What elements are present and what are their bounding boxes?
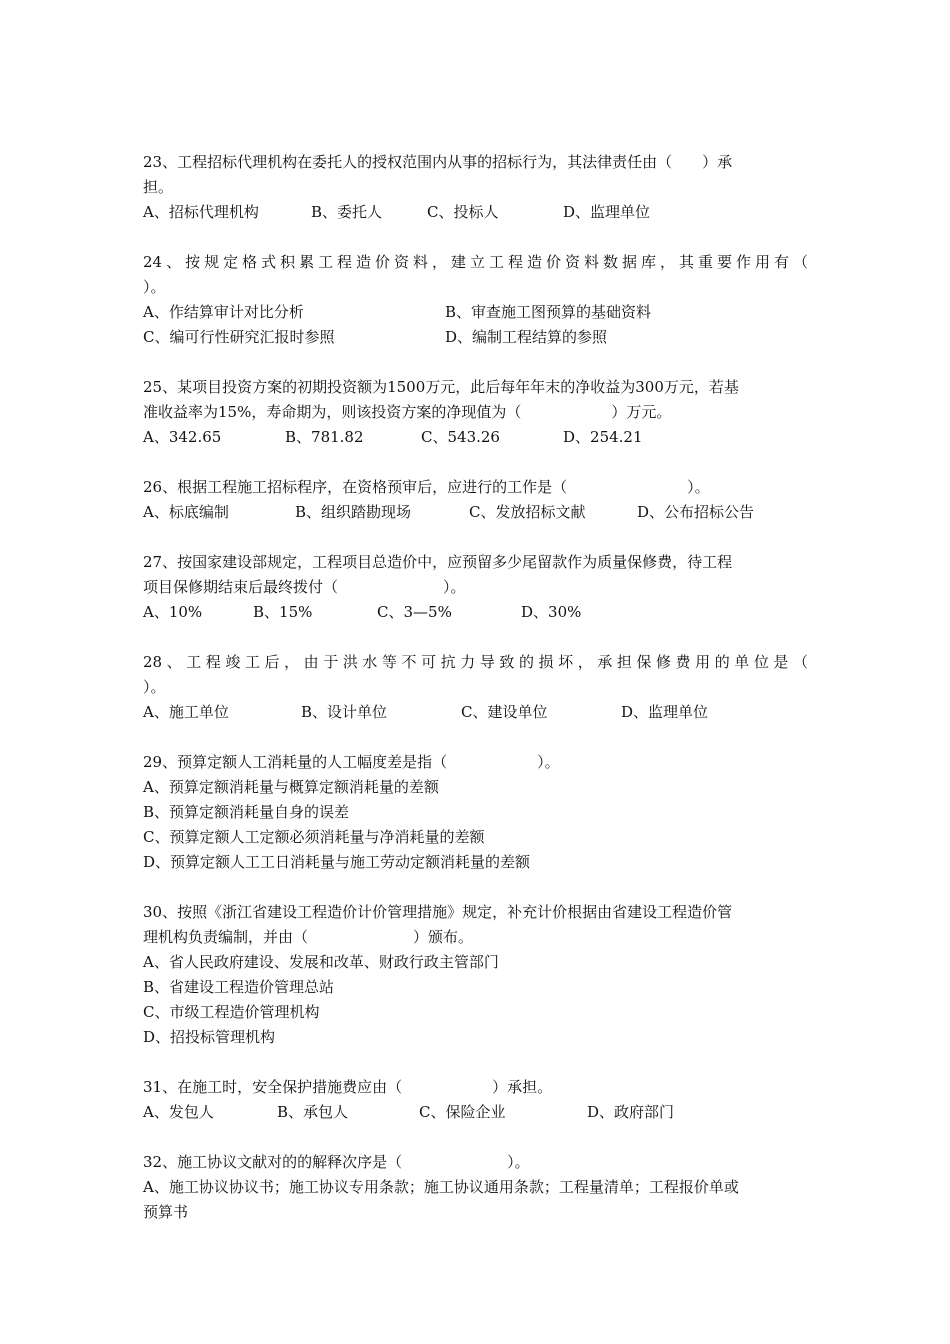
option-row [143,600,808,625]
option-a: A、作结算审计对比分析 [143,303,304,321]
option-a: A、标底编制 [143,503,229,521]
question-text: 23、工程招标代理机构在委托人的授权范围内从事的招标行为，其法律责任由（ ）承 [143,153,733,171]
question-24 [143,250,808,350]
question-27 [143,550,808,625]
option-d: D、政府部门 [587,1103,675,1121]
option-c: C、发放招标文献 [469,503,586,521]
question-text: 26、根据工程施工招标程序，在资格预审后，应进行的工作是（ ）。 [143,478,710,496]
question-text: 32、施工协议文献对的的解释次序是（ ）。 [143,1153,530,1171]
question-text: 27、按国家建设部规定，工程项目总造价中，应预留多少尾留款作为质量保修费，待工程 [143,553,733,571]
exam-page [143,150,808,1250]
option-b: B、承包人 [277,1103,349,1121]
option-c: C、3—5% [377,603,452,621]
question-text: 29、预算定额人工消耗量的人工幅度差是指（ ）。 [143,753,560,771]
option-c: C、市级工程造价管理机构 [143,1003,320,1021]
option-d: D、监理单位 [563,203,651,221]
option-b: B、设计单位 [301,703,388,721]
option-d: D、预算定额人工工日消耗量与施工劳动定额消耗量的差额 [143,853,531,871]
question-text: ）。 [143,678,166,696]
option-b: B、15% [253,603,313,621]
option-d: D、公布招标公告 [637,503,755,521]
option-a-continued: 预算书 [143,1203,189,1221]
question-text: 理机构负责编制，并由（ ）颁布。 [143,928,474,946]
option-c: C、543.26 [421,428,500,446]
option-row [143,300,808,325]
option-c: C、预算定额人工定额必须消耗量与净消耗量的差额 [143,828,485,846]
option-c: C、建设单位 [461,703,548,721]
question-text: 25、某项目投资方案的初期投资额为1500万元，此后每年年末的净收益为300万元，若基 [143,378,739,396]
option-a: A、施工单位 [143,703,229,721]
option-row [143,325,808,350]
option-a: A、省人民政府建设、发展和改革、财政行政主管部门 [143,953,499,971]
option-a: A、发包人 [143,1103,214,1121]
option-c: C、保险企业 [419,1103,506,1121]
option-row [143,500,808,525]
option-b: B、委托人 [311,203,383,221]
question-text: ）。 [143,278,166,296]
option-row [143,1100,808,1125]
option-c: C、投标人 [427,203,499,221]
option-b: B、预算定额消耗量自身的误差 [143,803,350,821]
option-row [143,425,808,450]
option-a: A、342.65 [143,428,222,446]
option-d: D、254.21 [563,428,643,446]
option-d: D、监理单位 [621,703,709,721]
question-26 [143,475,808,525]
question-text: 30、按照《浙江省建设工程造价计价管理措施》规定，补充计价根据由省建设工程造价管 [143,903,733,921]
question-32 [143,1150,808,1225]
option-d: D、编制工程结算的参照 [445,328,608,346]
question-25 [143,375,808,450]
question-30 [143,900,808,1050]
question-text: 24、按规定格式积累工程造价资料，建立工程造价资料数据库，其重要作用有（ [143,253,808,271]
option-a: A、施工协议协议书；施工协议专用条款；施工协议通用条款；工程量清单；工程报价单或 [143,1178,739,1196]
option-a: A、10% [143,603,203,621]
option-b: B、省建设工程造价管理总站 [143,978,335,996]
question-text: 项目保修期结束后最终拨付（ ）。 [143,578,466,596]
option-row [143,200,808,225]
question-23 [143,150,808,225]
option-b: B、781.82 [285,428,364,446]
question-text: 准收益率为15%，寿命期为，则该投资方案的净现值为（ ）万元。 [143,403,672,421]
option-d: D、招投标管理机构 [143,1028,276,1046]
option-c: C、编可行性研究汇报时参照 [143,328,335,346]
question-28 [143,650,808,725]
option-b: B、组织踏勘现场 [295,503,412,521]
option-row [143,700,808,725]
question-text: 担。 [143,178,174,196]
option-b: B、审查施工图预算的基础资料 [445,303,652,321]
question-31 [143,1075,808,1125]
option-d: D、30% [521,603,582,621]
option-a: A、招标代理机构 [143,203,259,221]
question-text: 28、工程竣工后，由于洪水等不可抗力导致的损坏，承担保修费用的单位是（ [143,653,808,671]
question-text: 31、在施工时，安全保护措施费应由（ ）承担。 [143,1078,553,1096]
option-a: A、预算定额消耗量与概算定额消耗量的差额 [143,778,439,796]
question-29 [143,750,808,875]
